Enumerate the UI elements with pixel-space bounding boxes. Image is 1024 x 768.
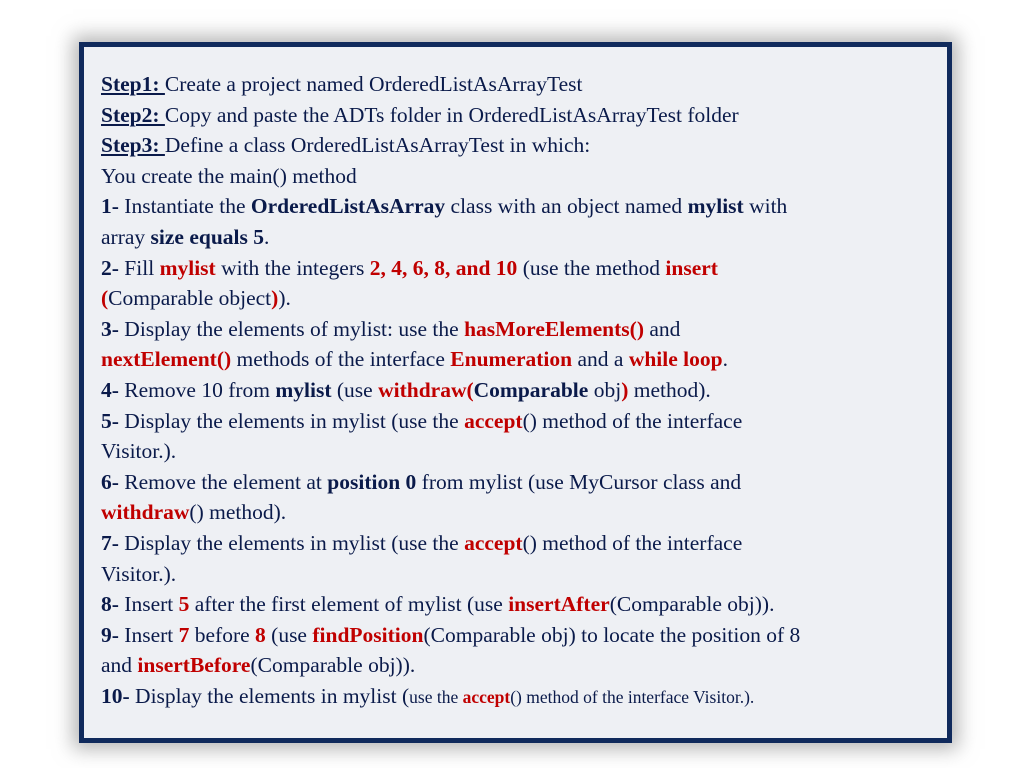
item3-text3: methods of the interface — [231, 347, 451, 372]
item9-value2: 8 — [255, 622, 266, 647]
item3-text2: and — [644, 316, 681, 341]
item4-paren: ) — [621, 377, 629, 402]
item4-method: withdraw( — [378, 377, 474, 402]
item2-method: insert — [665, 255, 718, 280]
step1-label: Step1: — [101, 72, 165, 96]
item5-line2: Visitor.). — [101, 439, 177, 464]
step3-label: Step3: — [101, 133, 165, 158]
item5-method: accept — [464, 408, 523, 433]
item9-text6: (Comparable obj)). — [250, 653, 416, 678]
item2-text4: Comparable object — [108, 286, 272, 311]
item6-text3: () method). — [189, 500, 287, 525]
item7-text1: Display the elements in mylist (use the — [118, 530, 465, 555]
item9-line1 — [101, 620, 941, 651]
item4-text2: (use — [331, 377, 379, 402]
item8-text2: after the first element of mylist (use — [189, 592, 509, 617]
item5-number: 5- — [101, 408, 119, 433]
item8-method: insertAfter — [508, 592, 610, 617]
item4-number: 4- — [101, 377, 119, 402]
item2-text1: Fill — [118, 255, 160, 280]
item1-text1: Instantiate the — [118, 194, 251, 219]
item7-number: 7- — [101, 530, 119, 555]
item1-text2: class with an object named — [445, 194, 688, 219]
item9-text1: Insert — [118, 622, 179, 647]
item9-text5: and — [101, 653, 138, 678]
intro-line: You create the main() method — [101, 163, 357, 188]
item3-text1: Display the elements of mylist: use the — [118, 316, 465, 341]
item5-line1 — [101, 406, 941, 437]
item1-object: mylist — [687, 194, 744, 219]
item9-number: 9- — [101, 622, 119, 647]
item1-number: 1- — [101, 194, 119, 219]
item5-text2: () method of the interface — [522, 408, 743, 433]
item1-text5: . — [264, 224, 270, 249]
item9-line2 — [101, 650, 941, 681]
item9-method1: findPosition — [312, 622, 424, 647]
item7-text2: () method of the interface — [522, 530, 743, 555]
instruction-text — [101, 69, 941, 712]
item4-line — [101, 375, 941, 406]
step3-line — [101, 130, 941, 161]
item10-line — [101, 681, 941, 713]
item2-line2 — [101, 283, 941, 314]
item3-loop: while loop — [628, 347, 723, 372]
item1-text3: with — [743, 194, 788, 219]
item3-line1 — [101, 314, 941, 345]
item3-method2: nextElement() — [101, 347, 232, 372]
item3-line2 — [101, 344, 941, 375]
item3-number: 3- — [101, 316, 119, 341]
item6-position: position 0 — [327, 469, 417, 494]
step2-text: Copy and paste the ADTs folder in OrderedListAsArrayTest folder — [164, 102, 739, 127]
item8-text3: (Comparable obj)). — [609, 592, 775, 617]
item1-size: size equals 5 — [150, 224, 265, 249]
item9-value1: 7 — [178, 622, 190, 647]
item1-class: OrderedListAsArray — [250, 194, 446, 219]
item2-paren-open: ( — [101, 286, 109, 311]
item2-text2: with the integers — [215, 255, 370, 280]
item9-method2: insertBefore — [137, 653, 251, 678]
item7-line1 — [101, 528, 941, 559]
item9-text2: before — [189, 622, 256, 647]
item3-text5: . — [722, 347, 728, 372]
item2-text3: (use the method — [517, 255, 666, 280]
item3-text4: and a — [572, 347, 629, 372]
item1-text4: array — [101, 224, 151, 249]
item6-line1 — [101, 467, 941, 498]
item2-integers: 2, 4, 6, 8, and 10 — [369, 255, 518, 280]
item9-text4: (Comparable obj) to locate the position of 8 — [423, 622, 801, 647]
step2-line — [101, 100, 941, 131]
item4-object: mylist — [275, 377, 332, 402]
item10-text2: use the — [409, 686, 463, 707]
item3-method1: hasMoreElements() — [464, 316, 644, 341]
item7-method: accept — [464, 530, 523, 555]
item2-number: 2- — [101, 255, 119, 280]
item2-line1 — [101, 253, 941, 284]
item4-text1: Remove 10 from — [118, 377, 276, 402]
item10-method: accept — [462, 686, 511, 707]
item1-line2 — [101, 222, 941, 253]
item10-text3: () method of the interface Visitor.). — [510, 686, 755, 707]
item4-text4: method). — [628, 377, 711, 402]
step2-label: Step2: — [101, 102, 165, 127]
item8-line — [101, 589, 941, 620]
item2-text5: ). — [278, 286, 291, 311]
instruction-panel — [79, 42, 952, 743]
step1-text: Create a project named OrderedListAsArrayTest — [164, 72, 583, 96]
step1-line — [101, 69, 941, 100]
item10-number: 10- — [101, 683, 130, 708]
step3-text: Define a class OrderedListAsArrayTest in which: — [164, 133, 591, 158]
item6-number: 6- — [101, 469, 119, 494]
item9-text3: (use — [265, 622, 313, 647]
item2-object: mylist — [159, 255, 216, 280]
item6-text2: from mylist (use MyCursor class and — [416, 469, 742, 494]
item5-text1: Display the elements in mylist (use the — [118, 408, 465, 433]
item10-text1: Display the elements in mylist ( — [129, 683, 410, 708]
item3-interface: Enumeration — [450, 347, 573, 372]
item8-value: 5 — [178, 592, 190, 617]
item6-line2 — [101, 497, 941, 528]
item8-text1: Insert — [118, 592, 179, 617]
item7-line2: Visitor.). — [101, 561, 177, 586]
item2-paren-close: ) — [271, 286, 279, 311]
item6-text1: Remove the element at — [118, 469, 328, 494]
item4-comparable: Comparable — [473, 377, 589, 402]
item8-number: 8- — [101, 592, 119, 617]
item1-line1 — [101, 191, 941, 222]
item4-text3: obj — [588, 377, 622, 402]
item6-method: withdraw — [101, 500, 190, 525]
